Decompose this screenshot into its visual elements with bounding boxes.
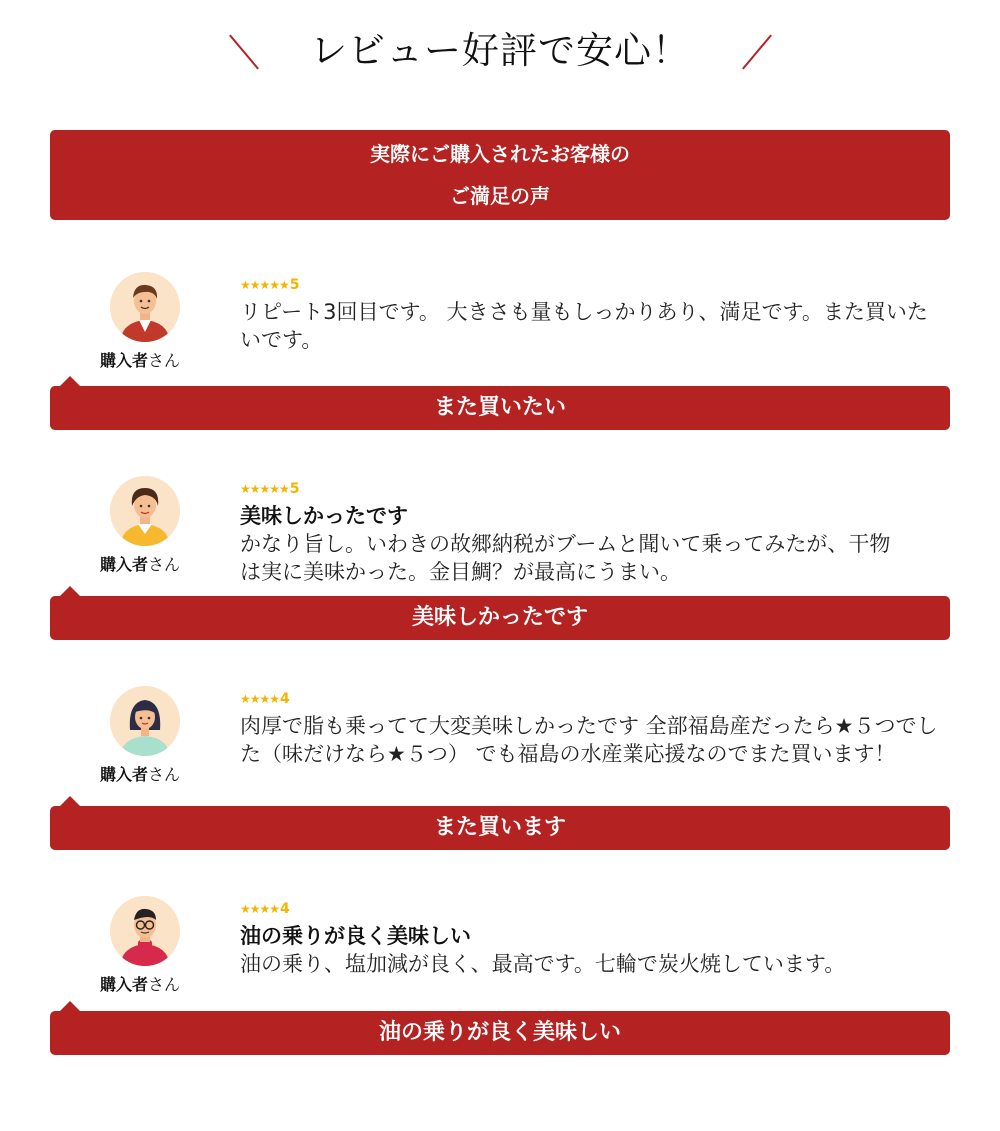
reviewer-suffix: さん (148, 765, 181, 784)
tag-notch (60, 796, 80, 806)
rating-score: 4 (280, 691, 290, 707)
review-body: リピート3回目です。 大きさも量もしっかりあり、満足です。また買いたいです。 (240, 300, 928, 352)
rating-score: 4 (280, 901, 290, 917)
tag-notch (60, 376, 80, 386)
girl-avatar-icon (110, 686, 180, 756)
star-rating (240, 276, 300, 294)
customer-voice-banner (50, 130, 950, 220)
review-body: 油の乗り、塩加減が良く、最高です。七輪で炭火焼しています。 (240, 952, 846, 976)
reviewer-name: 購入者 (100, 975, 149, 994)
rating-score: 5 (289, 277, 300, 293)
star-rating (240, 900, 290, 918)
man-avatar-icon (110, 272, 180, 342)
reviewer-label (100, 764, 220, 786)
reviewer-name: 購入者 (100, 555, 149, 574)
tag-notch (60, 586, 80, 596)
page-title: レビュー好評で安心！ (310, 29, 690, 72)
review-title: 油の乗りが良く美味しい (240, 924, 471, 948)
reviewer-suffix: さん (148, 555, 181, 574)
reviewer-label (100, 554, 220, 576)
section-heading (0, 26, 1000, 76)
star-rating (240, 480, 300, 498)
star-rating (240, 690, 290, 708)
reviewer-label (100, 350, 220, 372)
glasses-man-avatar-icon (110, 896, 180, 966)
review-body: かなり旨し。いわきの故郷納税がブームと聞いて乗ってみたが、干物は実に美味かった。金目鯛？が最高にうまい。 (240, 532, 891, 584)
review-tag-bar: 美味しかったです (50, 596, 950, 640)
stars-icon: ★★★★★ (240, 482, 289, 496)
banner-line-1: 実際にご購入されたお客様の (370, 142, 630, 166)
reviewer-suffix: さん (148, 351, 181, 370)
banner-line-2: ご満足の声 (450, 184, 550, 208)
stars-icon: ★★★★ (240, 902, 280, 916)
review-body: 肉厚で脂も乗ってて大変美味しかったです 全部福島産だったら★５つでした（味だけなら★５つ） でも福島の水産業応援なのでまた買います！ (240, 714, 938, 766)
review-tag-bar: 油の乗りが良く美味しい (50, 1011, 950, 1055)
reviewer-name: 購入者 (100, 765, 149, 784)
rating-score: 5 (289, 481, 300, 497)
reviewer-name: 購入者 (100, 351, 149, 370)
stars-icon: ★★★★★ (240, 278, 289, 292)
stars-icon: ★★★★ (240, 692, 280, 706)
reviewer-label (100, 974, 220, 996)
reviewer-suffix: さん (148, 975, 181, 994)
woman-avatar-icon (110, 476, 180, 546)
review-title: 美味しかったです (240, 504, 408, 528)
review-tag-bar: また買いたい (50, 386, 950, 430)
tag-notch (60, 1001, 80, 1011)
review-tag-bar: また買います (50, 806, 950, 850)
